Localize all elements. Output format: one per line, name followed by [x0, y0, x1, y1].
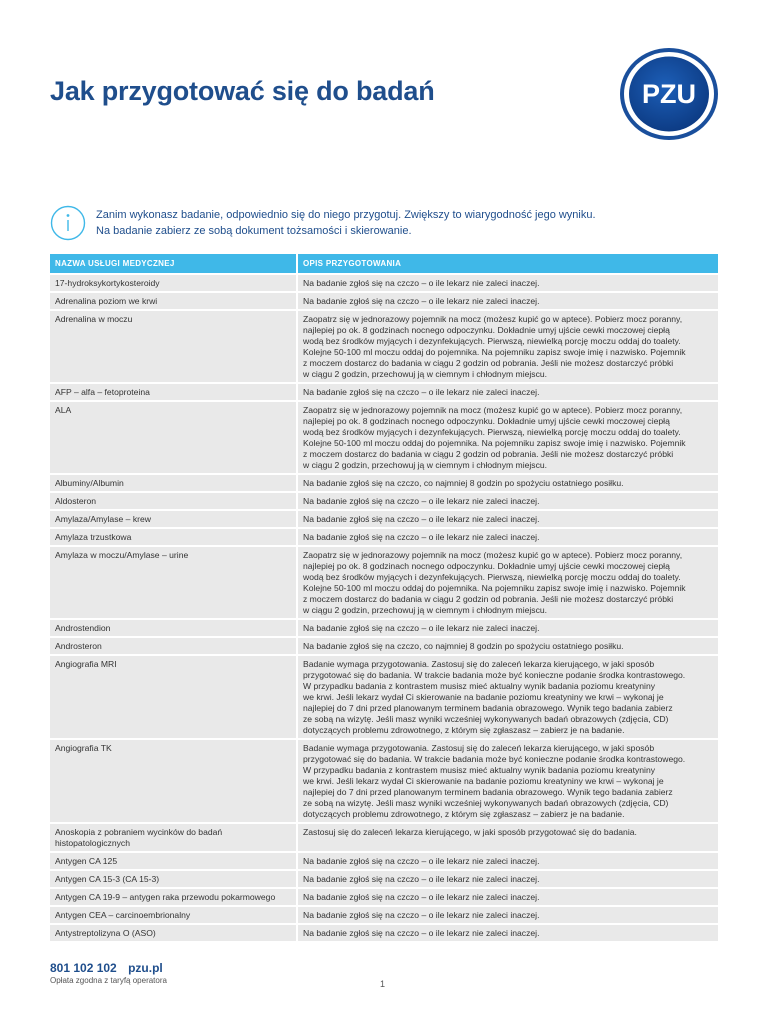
info-box: [50, 205, 718, 245]
table-row: [50, 925, 718, 943]
preparation-cell: Na badanie zgłoś się na czczo, co najmniej 8 godzin po spożyciu ostatniego posiłku.: [296, 475, 718, 493]
preparation-cell: Na badanie zgłoś się na czczo, co najmniej 8 godzin po spożyciu ostatniego posiłku.: [296, 638, 718, 656]
info-icon: [50, 205, 86, 241]
page-title: Jak przygotować się do badań: [50, 76, 435, 106]
table-row: [50, 656, 718, 740]
table-row: [50, 311, 718, 384]
table-row: [50, 620, 718, 638]
preparation-cell: Na badanie zgłoś się na czczo – o ile lekarz nie zaleci inaczej.: [296, 871, 718, 889]
table-row: [50, 547, 718, 620]
footer-contact: [50, 961, 163, 975]
service-name-cell: Androstendion: [50, 620, 296, 638]
table-row: [50, 907, 718, 925]
footer-phone[interactable]: 801 102 102: [50, 961, 117, 975]
service-name-cell: Antygen CA 19-9 – antygen raka przewodu pokarmowego: [50, 889, 296, 907]
preparation-cell: Na badanie zgłoś się na czczo – o ile lekarz nie zaleci inaczej.: [296, 925, 718, 943]
service-name-cell: AFP – alfa – fetoproteina: [50, 384, 296, 402]
table-row: [50, 293, 718, 311]
service-name-cell: Aldosteron: [50, 493, 296, 511]
service-name-cell: Amylaza trzustkowa: [50, 529, 296, 547]
pzu-logo: [619, 47, 719, 141]
table-body: [50, 275, 718, 943]
service-name-cell: ALA: [50, 402, 296, 475]
table-row: [50, 275, 718, 293]
service-name-cell: Angiografia TK: [50, 740, 296, 824]
table-row: [50, 402, 718, 475]
service-name-cell: Antygen CA 125: [50, 853, 296, 871]
preparation-cell: Na badanie zgłoś się na czczo – o ile lekarz nie zaleci inaczej.: [296, 529, 718, 547]
service-name-cell: Anoskopia z pobraniem wycinków do badań histopatologicznych: [50, 824, 296, 853]
preparation-cell: Na badanie zgłoś się na czczo – o ile lekarz nie zaleci inaczej.: [296, 853, 718, 871]
preparation-cell: Na badanie zgłoś się na czczo – o ile lekarz nie zaleci inaczej.: [296, 384, 718, 402]
service-name-cell: Androsteron: [50, 638, 296, 656]
service-name-cell: Antygen CEA – carcinoembrionalny: [50, 907, 296, 925]
table-row: [50, 475, 718, 493]
preparation-cell: Badanie wymaga przygotowania. Zastosuj się do zaleceń lekarza kierującego, w jaki sposób przygotować się do badania. W trakcie badania może być konieczne podanie środka kontrastowego. W przypadku badania z kontrastem musisz mieć aktualny wynik badania poziomu kreatyniny we krwi. Jeśli lekarz wydał Ci skierowanie na badanie poziomu kreatyniny we krwi – wykonaj je najlepiej do 7 dni przed planowanym terminem badania obrazowego. Wynik tego badania zabierz ze sobą na wizytę. Jeśli masz wyniki wcześniej wykonywanych badań obrazowych (zdjęcia, CD) dotyczących problemu zdrowotnego, z którym się zgłaszasz – zabierz je na badanie.: [296, 656, 718, 740]
service-name-cell: Albuminy/Albumin: [50, 475, 296, 493]
pzu-logo-text: PZU: [642, 79, 696, 109]
preparation-cell: Na badanie zgłoś się na czczo – o ile lekarz nie zaleci inaczej.: [296, 293, 718, 311]
preparation-cell: Zaopatrz się w jednorazowy pojemnik na mocz (możesz kupić go w aptece). Pobierz mocz poranny, najlepiej po ok. 8 godzinach nocnego odpoczynku. Dokładnie umyj ujście cewki moczowej ciepłą wodą bez środków myjących i dezynfekujących. Pierwszą, niewielką porcję moczu oddaj do toalety. Kolejne 50-100 ml moczu oddaj do pojemnika. Na pojemniku zapisz swoje imię i nazwisko. Pojemnik z moczem dostarcz do badania w ciągu 2 godzin od pobrania. Jeśli nie możesz dostarczyć próbki w ciągu 2 godzin, przechowuj ją w ciemnym i chłodnym miejscu.: [296, 402, 718, 475]
table-row: [50, 824, 718, 853]
table-row: [50, 871, 718, 889]
preparation-cell: Zaopatrz się w jednorazowy pojemnik na mocz (możesz kupić go w aptece). Pobierz mocz poranny, najlepiej po ok. 8 godzinach nocnego odpoczynku. Dokładnie umyj ujście cewki moczowej ciepłą wodą bez środków myjących i dezynfekujących. Pierwszą, niewielką porcję moczu oddaj do toalety. Kolejne 50-100 ml moczu oddaj do pojemnika. Na pojemniku zapisz swoje imię i nazwisko. Pojemnik z moczem dostarcz do badania w ciągu 2 godzin od pobrania. Jeśli nie możesz dostarczyć próbki w ciągu 2 godzin, przechowuj ją w ciemnym i chłodnym miejscu.: [296, 311, 718, 384]
info-text: [96, 207, 596, 239]
info-line-1: Zanim wykonasz badanie, odpowiednio się do niego przygotuj. Zwiększy to wiarygodność jego wyniku.: [96, 209, 596, 221]
table-row: [50, 889, 718, 907]
page-number: 1: [380, 979, 386, 989]
table-row: [50, 740, 718, 824]
table-header-row: [50, 254, 718, 275]
info-line-2: Na badanie zabierz ze sobą dokument tożsamości i skierowanie.: [96, 225, 412, 237]
service-name-cell: Amylaza/Amylase – krew: [50, 511, 296, 529]
preparation-cell: Na badanie zgłoś się na czczo – o ile lekarz nie zaleci inaczej.: [296, 907, 718, 925]
preparation-cell: Zaopatrz się w jednorazowy pojemnik na mocz (możesz kupić go w aptece). Pobierz mocz poranny, najlepiej po ok. 8 godzinach nocnego odpoczynku. Dokładnie umyj ujście cewki moczowej ciepłą wodą bez środków myjących i dezynfekujących. Pierwszą, niewielką porcję moczu oddaj do toalety. Kolejne 50-100 ml moczu oddaj do pojemnika. Na pojemniku zapisz swoje imię i nazwisko. Pojemnik z moczem dostarcz do badania w ciągu 2 godzin od pobrania. Jeśli nie możesz dostarczyć próbki w ciągu 2 godzin, przechowuj ją w ciemnym i chłodnym miejscu.: [296, 547, 718, 620]
header-preparation: OPIS PRZYGOTOWANIA: [296, 254, 718, 275]
table-row: [50, 493, 718, 511]
table-row: [50, 384, 718, 402]
preparation-cell: Na badanie zgłoś się na czczo – o ile lekarz nie zaleci inaczej.: [296, 620, 718, 638]
table-row: [50, 638, 718, 656]
preparation-cell: Na badanie zgłoś się na czczo – o ile lekarz nie zaleci inaczej.: [296, 511, 718, 529]
preparation-cell: Badanie wymaga przygotowania. Zastosuj się do zaleceń lekarza kierującego, w jaki sposób przygotować się do badania. W trakcie badania może być konieczne podanie środka kontrastowego. W przypadku badania z kontrastem musisz mieć aktualny wynik badania poziomu kreatyniny we krwi. Jeśli lekarz wydał Ci skierowanie na badanie poziomu kreatyniny we krwi – wykonaj je najlepiej do 7 dni przed planowanym terminem badania obrazowego. Wynik tego badania zabierz ze sobą na wizytę. Jeśli masz wyniki wcześniej wykonywanych badań obrazowych (zdjęcia, CD) dotyczących problemu zdrowotnego, z którym się zgłaszasz – zabierz je na badanie.: [296, 740, 718, 824]
services-table: [50, 254, 718, 943]
service-name-cell: Adrenalina poziom we krwi: [50, 293, 296, 311]
preparation-cell: Na badanie zgłoś się na czczo – o ile lekarz nie zaleci inaczej.: [296, 889, 718, 907]
table-row: [50, 529, 718, 547]
table-row: [50, 853, 718, 871]
footer-note: Opłata zgodna z taryfą operatora: [50, 976, 167, 985]
service-name-cell: Antystreptolizyna O (ASO): [50, 925, 296, 943]
footer-website[interactable]: pzu.pl: [128, 961, 163, 975]
service-name-cell: 17-hydroksykortykosteroidy: [50, 275, 296, 293]
service-name-cell: Adrenalina w moczu: [50, 311, 296, 384]
service-name-cell: Antygen CA 15-3 (CA 15-3): [50, 871, 296, 889]
preparation-cell: Na badanie zgłoś się na czczo – o ile lekarz nie zaleci inaczej.: [296, 493, 718, 511]
service-name-cell: Amylaza w moczu/Amylase – urine: [50, 547, 296, 620]
service-name-cell: Angiografia MRI: [50, 656, 296, 740]
preparation-cell: Na badanie zgłoś się na czczo – o ile lekarz nie zaleci inaczej.: [296, 275, 718, 293]
preparation-cell: Zastosuj się do zaleceń lekarza kierującego, w jaki sposób przygotować się do badania.: [296, 824, 718, 853]
header-service-name: NAZWA USŁUGI MEDYCZNEJ: [50, 254, 296, 275]
table-row: [50, 511, 718, 529]
